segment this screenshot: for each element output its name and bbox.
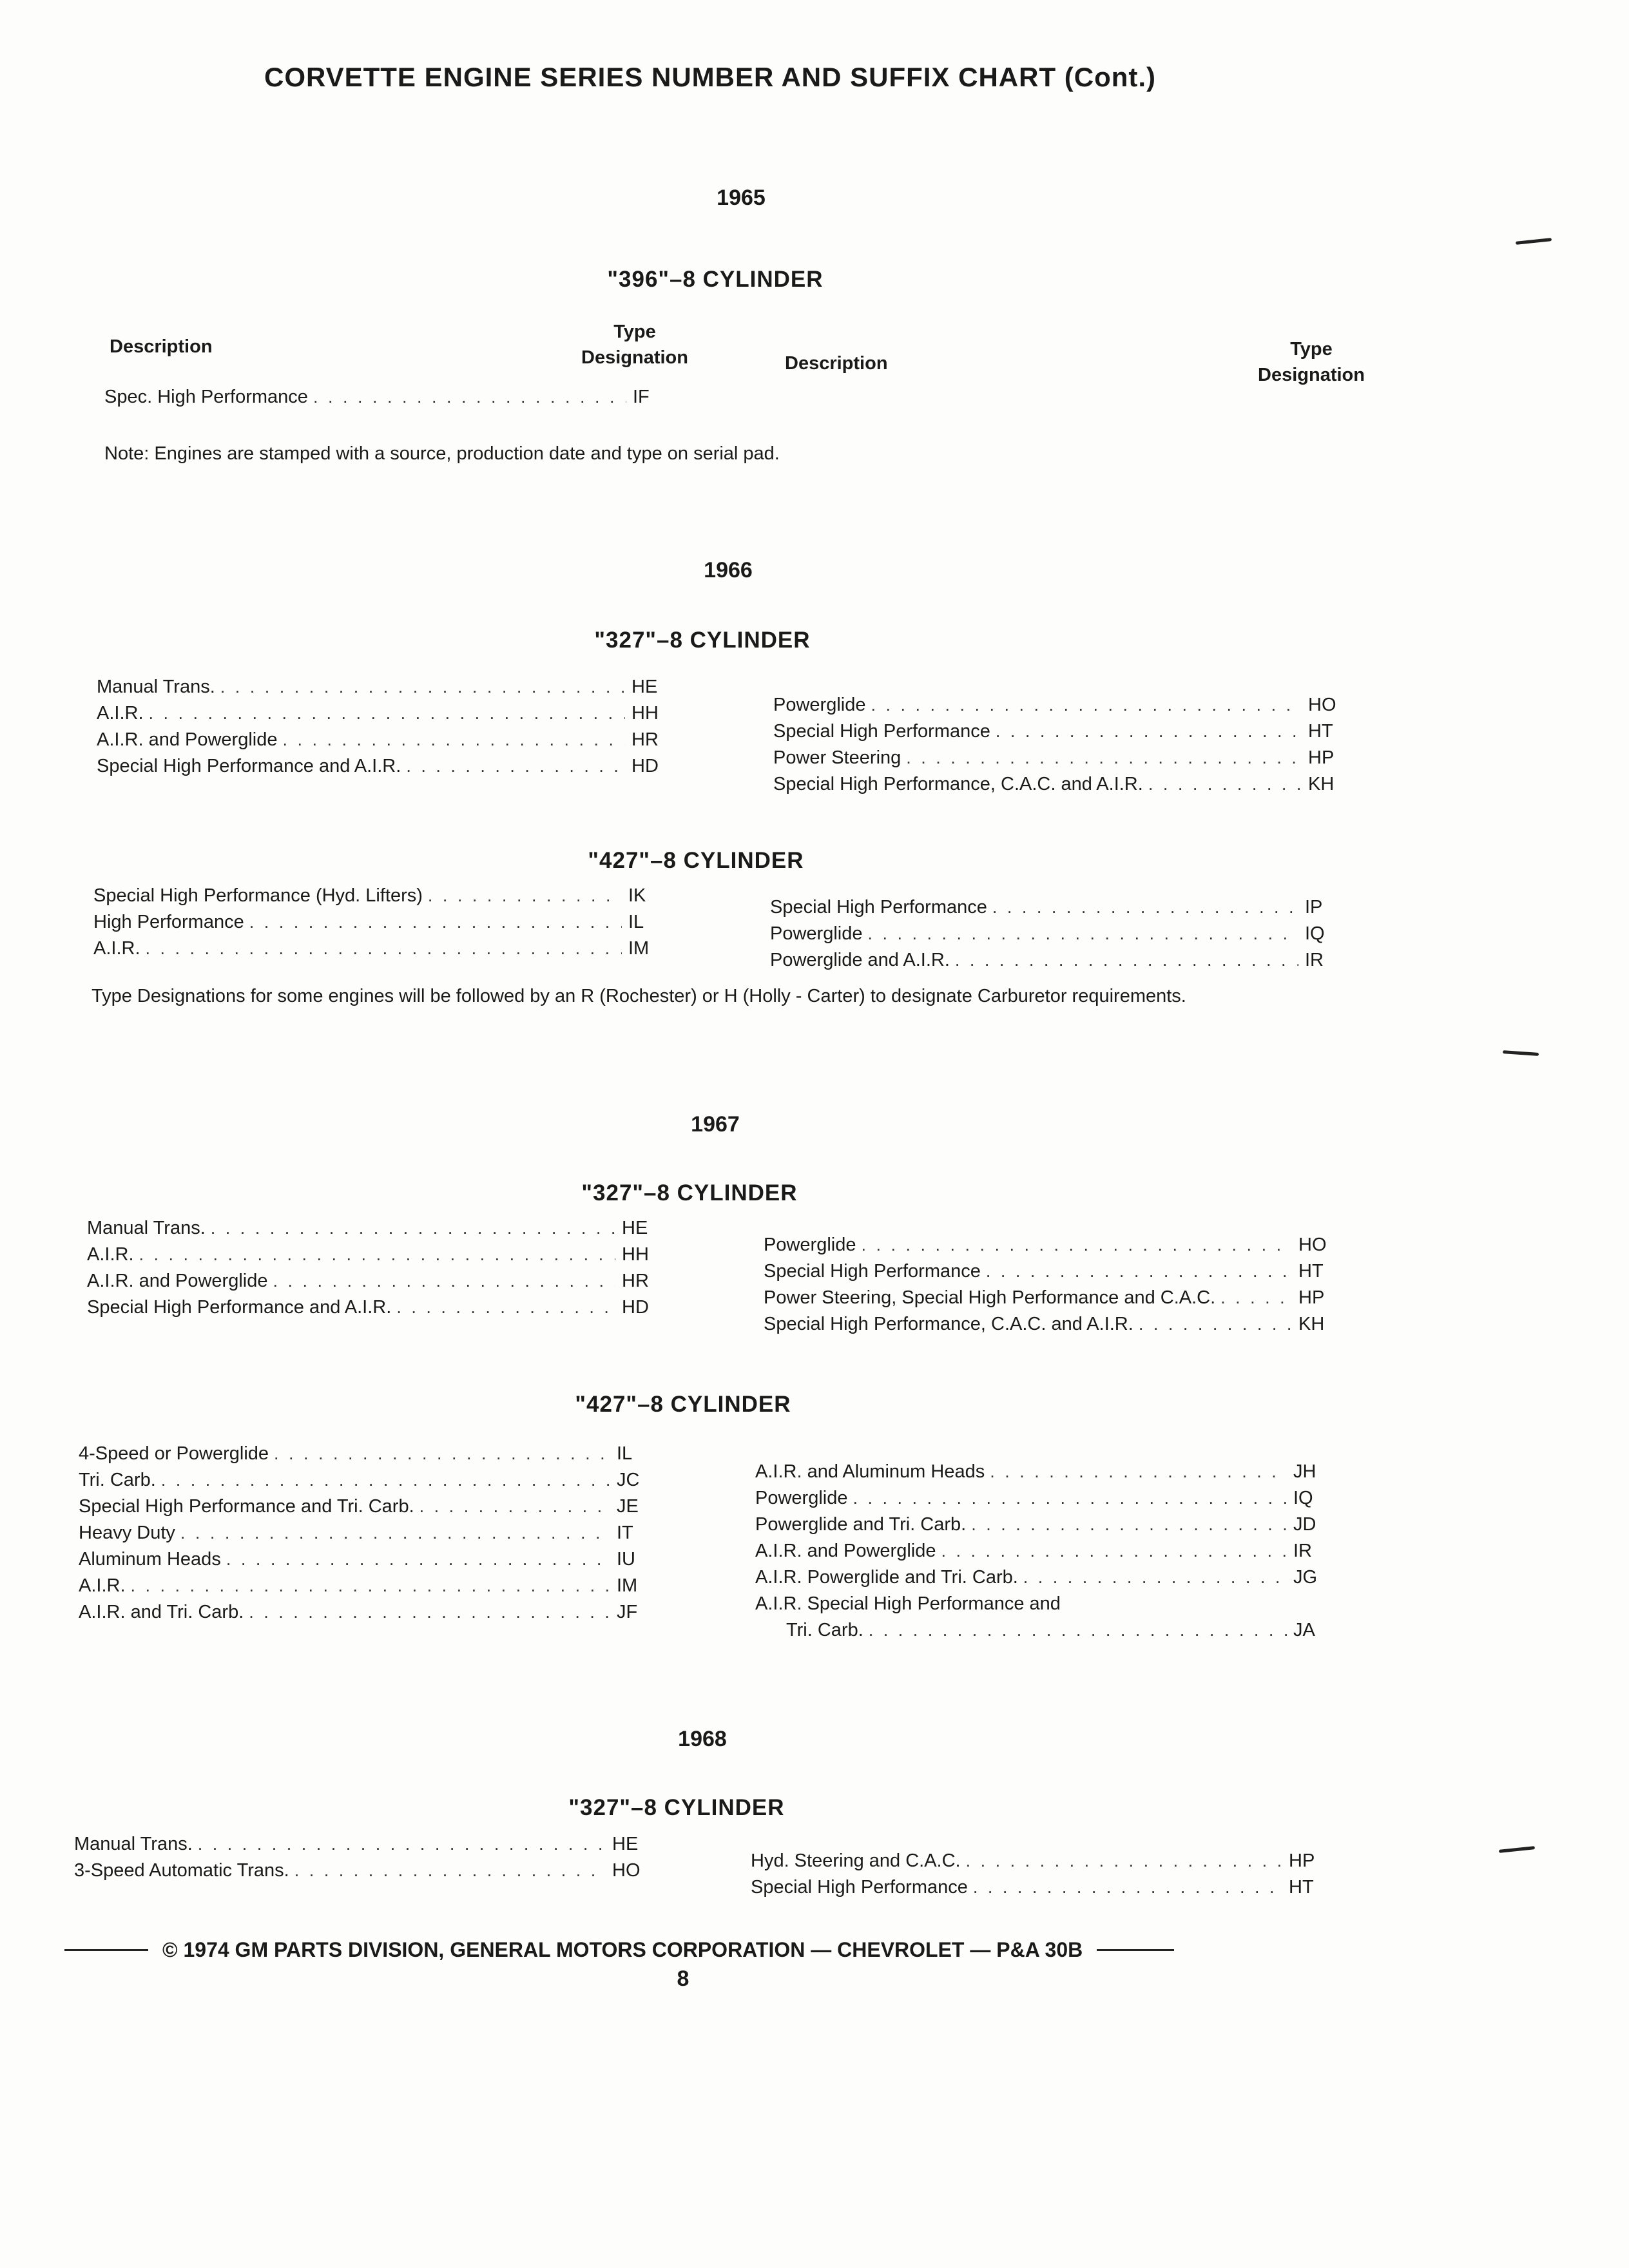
list-item: A.I.R. . . . HH <box>97 703 677 729</box>
heading-1967-427: "427"–8 CYLINDER <box>575 1392 791 1417</box>
list-item: Powerglide and A.I.R. . . . IR <box>770 950 1350 976</box>
heading-1966-327: "327"–8 CYLINDER <box>594 628 811 653</box>
list-item: Special High Performance, C.A.C. and A.I.R. . . . KH <box>764 1314 1344 1340</box>
list-item: A.I.R. and Powerglide . . . HR <box>97 729 677 756</box>
list-item: A.I.R. . . . IM <box>79 1575 662 1602</box>
list-item: Special High Performance . . . HT <box>773 721 1353 747</box>
list-1967-427-right <box>755 1461 1338 1646</box>
footer-rule-right <box>1097 1949 1174 1951</box>
column-header-type-right: Type Designation <box>1258 339 1365 385</box>
note-1965: Note: Engines are stamped with a source, production date and type on serial pad. <box>104 443 780 464</box>
list-item: A.I.R. Powerglide and Tri. Carb. . . . JG <box>755 1567 1338 1593</box>
heading-1967-327: "327"–8 CYLINDER <box>581 1180 798 1206</box>
list-item: Heavy Duty . . . IT <box>79 1523 662 1549</box>
list-1966-427-left <box>93 885 673 965</box>
year-1966-heading: 1966 <box>704 558 753 582</box>
page-number: 8 <box>677 1966 689 1991</box>
list-1966-427-right <box>770 897 1350 976</box>
list-item: Special High Performance . . . HT <box>751 1877 1334 1903</box>
list-item: Power Steering . . . HP <box>773 747 1353 774</box>
list-item: Special High Performance and A.I.R. . . . HD <box>97 756 677 782</box>
list-item: A.I.R. and Powerglide . . . HR <box>87 1271 667 1297</box>
list-1967-327-left <box>87 1218 667 1323</box>
list-item: Special High Performance . . . HT <box>764 1261 1344 1287</box>
list-item: Powerglide . . . IQ <box>755 1488 1338 1514</box>
margin-mark <box>1503 1050 1539 1056</box>
list-item: High Performance . . . IL <box>93 912 673 938</box>
column-header-type-left: Type Designation <box>581 322 688 368</box>
list-item: Special High Performance and A.I.R. . . . HD <box>87 1297 667 1323</box>
year-1968-heading: 1968 <box>678 1727 727 1751</box>
list-item: Spec. High Performance . . . IF <box>104 387 678 413</box>
footer <box>64 1938 1276 1962</box>
footer-copyright: © 1974 GM PARTS DIVISION, GENERAL MOTORS CORPORATION — CHEVROLET — P&A 30B <box>162 1938 1083 1961</box>
list-item: Powerglide . . . HO <box>764 1235 1344 1261</box>
page-title: CORVETTE ENGINE SERIES NUMBER AND SUFFIX CHART (Cont.) <box>264 62 1157 92</box>
list-item: Special High Performance and Tri. Carb. . . . JE <box>79 1496 662 1523</box>
list-item: Power Steering, Special High Performance and C.A.C. . . . HP <box>764 1287 1344 1314</box>
list-1967-327-right <box>764 1235 1344 1340</box>
list-1965-396-left <box>104 387 678 413</box>
list-item: A.I.R. and Tri. Carb. . . . JF <box>79 1602 662 1628</box>
list-item: Manual Trans. . . . HE <box>97 677 677 703</box>
list-1968-327-right <box>751 1850 1334 1903</box>
list-item: Hyd. Steering and C.A.C. . . . HP <box>751 1850 1334 1877</box>
list-1968-327-left <box>74 1834 657 1887</box>
list-item: Special High Performance, C.A.C. and A.I.R. . . . KH <box>773 774 1353 800</box>
list-item: Powerglide and Tri. Carb. . . . JD <box>755 1514 1338 1541</box>
heading-1968-327: "327"–8 CYLINDER <box>568 1795 785 1820</box>
list-item: A.I.R. . . . IM <box>93 938 673 965</box>
list-item: A.I.R. and Aluminum Heads . . . JH <box>755 1461 1338 1488</box>
list-item: Manual Trans. . . . HE <box>87 1218 667 1244</box>
margin-mark <box>1516 238 1552 245</box>
list-item: A.I.R. . . . HH <box>87 1244 667 1271</box>
list-item: A.I.R. and Powerglide . . . IR <box>755 1541 1338 1567</box>
heading-1966-427: "427"–8 CYLINDER <box>588 848 804 873</box>
column-header-description-right: Description <box>785 353 888 374</box>
year-1967-heading: 1967 <box>691 1112 740 1137</box>
list-item: Special High Performance . . . IP <box>770 897 1350 923</box>
column-header-description-left: Description <box>110 336 213 357</box>
list-1966-327-right <box>773 695 1353 800</box>
note-1966: Type Designations for some engines will be followed by an R (Rochester) or H (Holly - Carter) to designate Carburetor requirements. <box>92 986 1186 1006</box>
list-1967-427-left <box>79 1443 662 1628</box>
list-item: A.I.R. Special High Performance and <box>755 1593 1061 1614</box>
list-item: Aluminum Heads . . . IU <box>79 1549 662 1575</box>
heading-1965-396: "396"–8 CYLINDER <box>607 267 824 292</box>
footer-rule-left <box>64 1949 148 1951</box>
list-item: 3-Speed Automatic Trans. . . . HO <box>74 1860 657 1887</box>
list-item: Powerglide . . . HO <box>773 695 1353 721</box>
list-item: Tri. Carb. . . . JA <box>755 1620 1338 1646</box>
list-item: Special High Performance (Hyd. Lifters) . . . IK <box>93 885 673 912</box>
list-item: Tri. Carb. . . . JC <box>79 1470 662 1496</box>
list-1966-327-left <box>97 677 677 782</box>
year-1965-heading: 1965 <box>717 186 766 210</box>
list-item: Powerglide . . . IQ <box>770 923 1350 950</box>
list-item: 4-Speed or Powerglide . . . IL <box>79 1443 662 1470</box>
margin-mark <box>1499 1846 1535 1853</box>
list-item: Manual Trans. . . . HE <box>74 1834 657 1860</box>
